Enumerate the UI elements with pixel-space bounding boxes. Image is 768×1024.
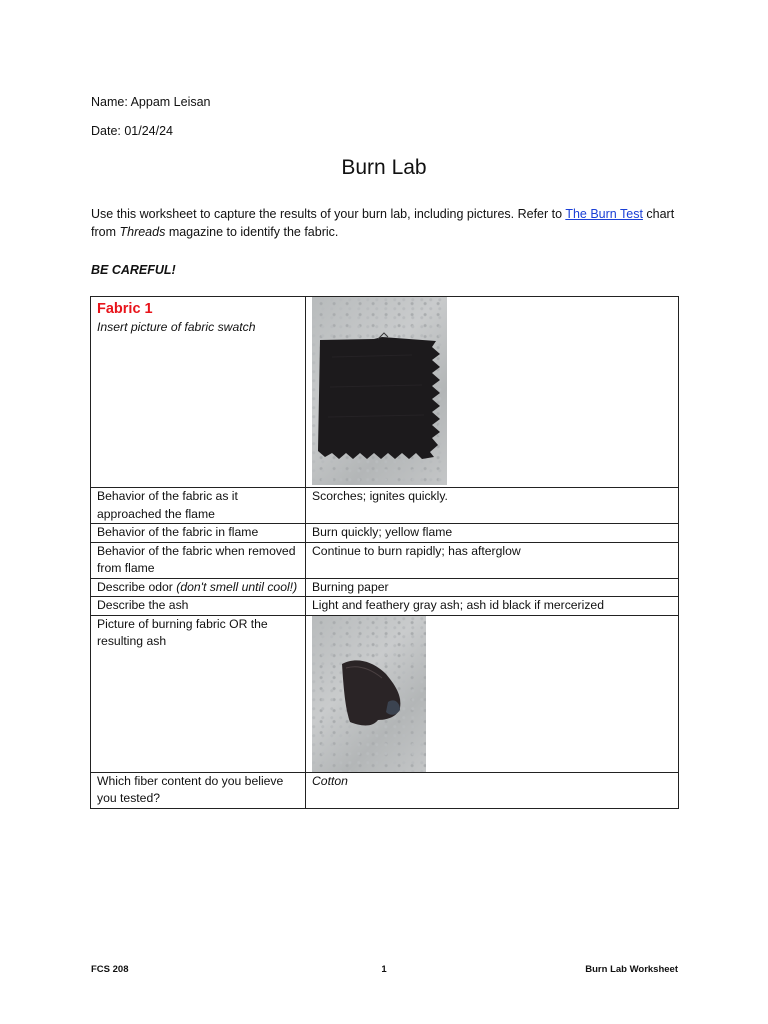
magazine-name: Threads [119, 225, 166, 239]
burn-lab-table [90, 296, 679, 809]
burn-test-link[interactable]: The Burn Test [565, 207, 643, 221]
ash-picture-label: Picture of burning fabric OR the resulting ash [91, 615, 306, 772]
footer-page-number: 1 [381, 964, 387, 975]
fiber-question: Which fiber content do you believe you tested? [91, 772, 306, 808]
table-row [91, 615, 679, 772]
fabric-swatch-image [312, 297, 447, 485]
row-value: Continue to burn rapidly; has afterglow [306, 542, 679, 578]
fabric-swatch-photo [312, 297, 447, 485]
row-value: Light and feathery gray ash; ash id black if mercerized [306, 597, 679, 616]
table-row [91, 297, 679, 488]
table-row [91, 597, 679, 616]
table-row [91, 524, 679, 543]
student-name: Name: Appam Leisan [91, 95, 211, 109]
table-row [91, 772, 679, 808]
row-label [91, 578, 306, 597]
swatch-label: Insert picture of fabric swatch [97, 320, 256, 334]
footer-course: FCS 208 [91, 964, 129, 975]
row-label: Describe the ash [91, 597, 306, 616]
row-value: Burn quickly; yellow flame [306, 524, 679, 543]
row-label: Behavior of the fabric in flame [91, 524, 306, 543]
page-title: Burn Lab [341, 156, 427, 179]
row-value: Scorches; ignites quickly. [306, 488, 679, 524]
ash-photo [312, 616, 426, 772]
table-row [91, 542, 679, 578]
odor-label: Describe odor [97, 579, 177, 594]
row-label: Behavior of the fabric as it approached the flame [91, 488, 306, 524]
table-row [91, 578, 679, 597]
intro-paragraph [91, 205, 691, 241]
swatch-photo-cell [306, 297, 679, 488]
table-row [91, 488, 679, 524]
intro-text-start: Use this worksheet to capture the results of your burn lab, including pictures. Refer to [91, 207, 566, 221]
ash-photo-cell [306, 615, 679, 772]
warning-text: BE CAREFUL! [91, 263, 176, 277]
intro-text-mid: chart from [91, 207, 675, 239]
fabric-header-cell [91, 297, 306, 488]
row-label: Behavior of the fabric when removed from flame [91, 542, 306, 578]
row-value: Burning paper [306, 578, 679, 597]
fabric-title: Fabric 1 [97, 301, 153, 317]
date-line: Date: 01/24/24 [91, 124, 174, 138]
fiber-answer: Cotton [306, 772, 679, 808]
footer-doc-title: Burn Lab Worksheet [585, 964, 678, 975]
odor-caution: (don't smell until cool!) [176, 579, 298, 594]
intro-text-end: magazine to identify the fabric. [165, 225, 339, 239]
burnt-fabric-image [312, 616, 426, 772]
